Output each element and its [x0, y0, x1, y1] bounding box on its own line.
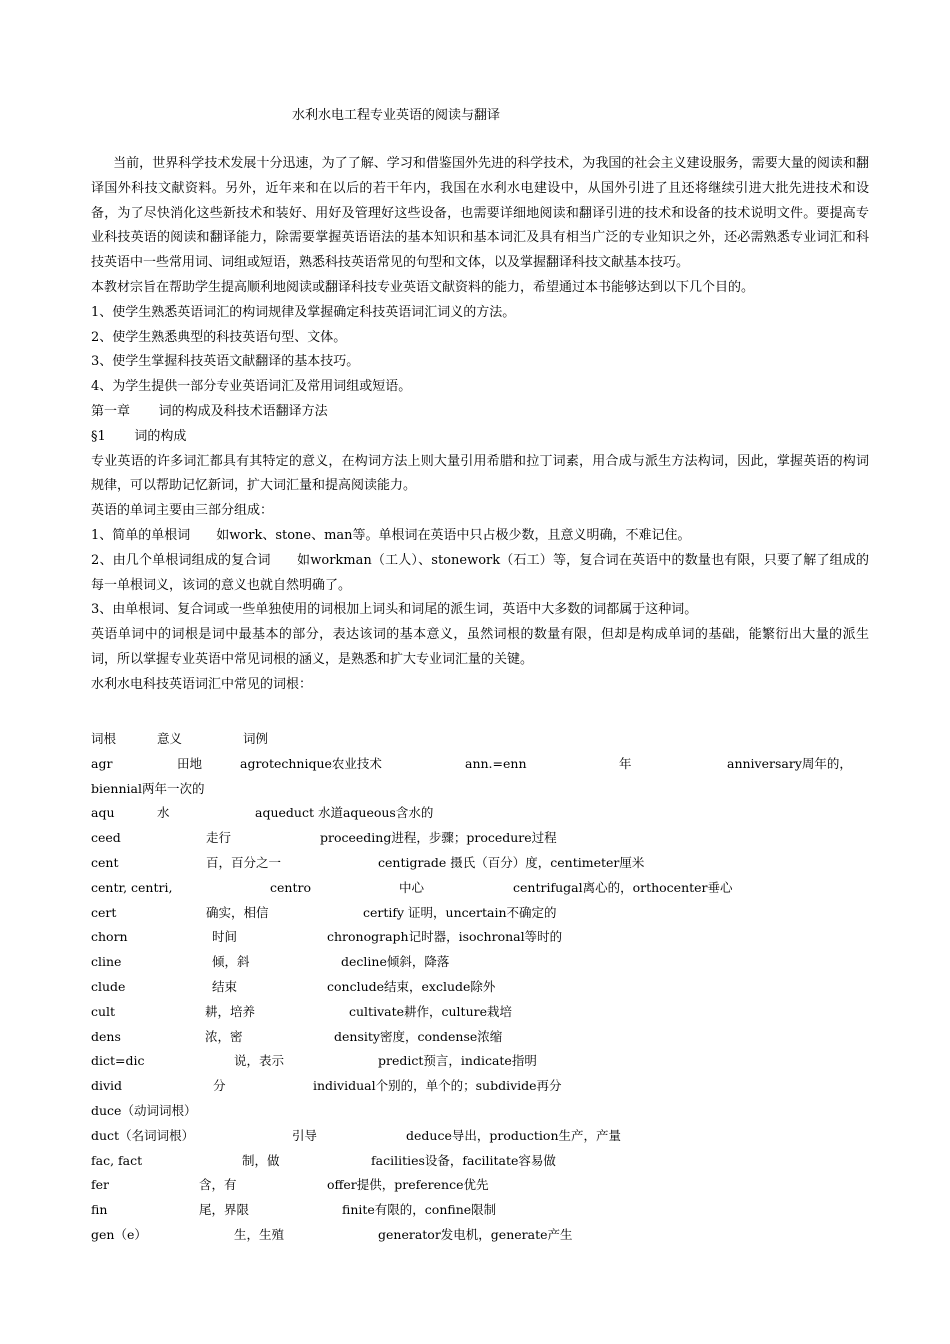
root-cell: dens — [91, 1028, 121, 1044]
example-cell: conclude结束，exclude除外 — [327, 978, 496, 994]
example-cell: generator发电机，generate产生 — [378, 1226, 573, 1242]
part-item: 1、简单的单根词 如work、stone、man等。单根词在英语中只占极少数，且意义明确，不难记住。 — [91, 527, 691, 543]
table-header — [91, 727, 869, 752]
root-cell: centr, centri, — [91, 879, 173, 895]
example-cell: decline倾斜，降落 — [341, 954, 450, 970]
root-paragraph: 英语单词中的词根是词中最基本的部分，表达该词的基本意义，虽然词根的数量有限，但却是构成单词的基础，能繁衍出大量的派生词，所以掌握专业英语中常见词根的涵义，是熟悉和扩大专业词汇量的关键。 — [91, 627, 869, 667]
chapter-title: 词的构成及科技术语翻译方法 — [158, 403, 328, 419]
example-cell: agrotechnique农业技术 — [240, 755, 382, 771]
table-row — [91, 925, 869, 950]
document-title: 水利水电工程专业英语的阅读与翻译 — [292, 108, 501, 123]
root-list-title: 水利水电科技英语词汇中常见的词根： — [91, 676, 313, 692]
example-cell: finite有限的，confine限制 — [342, 1202, 497, 1218]
root-cell: cent — [91, 854, 119, 870]
table-row — [91, 1025, 869, 1050]
chapter-label: 第一章 — [91, 403, 131, 419]
meaning-cell: 走行 — [206, 830, 232, 846]
parts-intro: 英语的单词主要由三部分组成： — [91, 503, 274, 519]
meaning-cell: centro — [270, 879, 311, 895]
meaning-cell: 百，百分之一 — [206, 854, 282, 870]
example-cell: individual个别的，单个的；subdivide再分 — [313, 1078, 562, 1094]
header-root: 词根 — [91, 731, 117, 746]
meaning-cell: 年 — [619, 755, 632, 771]
meaning-cell: 含，有 — [199, 1177, 237, 1193]
example-cell: predict预言，indicate指明 — [378, 1053, 537, 1069]
root-cell: duce（动词词根） — [91, 1102, 197, 1118]
root-table — [91, 727, 869, 1248]
example-cell: proceeding进程，步骤；procedure过程 — [320, 830, 557, 846]
root-cell: fac, fact — [91, 1152, 143, 1168]
root-cell: cert — [91, 904, 117, 920]
example-cell: certify 证明，uncertain不确定的 — [363, 904, 557, 920]
meaning-cell: 田地 — [177, 755, 203, 771]
table-row — [91, 851, 869, 876]
example-cell: chronograph记时器，isochronal等时的 — [327, 929, 563, 945]
table-row — [91, 1074, 869, 1099]
table-row — [91, 901, 869, 926]
table-row — [91, 950, 869, 975]
table-row — [91, 1000, 869, 1025]
meaning-cell: 浓，密 — [205, 1028, 243, 1044]
table-row — [91, 876, 869, 901]
goal-item: 2、使学生熟悉典型的科技英语句型、文体。 — [91, 329, 347, 345]
root-cell: cline — [91, 954, 122, 970]
example-cell: deduce导出，production生产，产量 — [406, 1127, 622, 1143]
purpose-paragraph: 本教材宗旨在帮助学生提高顺利地阅读或翻译科技专业英语文献资料的能力，希望通过本书能够达到以下几个目的。 — [91, 279, 755, 295]
meaning-cell: 时间 — [212, 929, 238, 945]
meaning-cell: 尾，界限 — [199, 1202, 250, 1218]
meaning-cell: 倾，斜 — [212, 954, 250, 970]
section-label: §1 — [91, 428, 106, 444]
root-cell: gen（e） — [91, 1226, 147, 1242]
section-heading — [91, 425, 869, 450]
table-row — [91, 1124, 869, 1149]
example-cell: aqueduct 水道aqueous含水的 — [255, 805, 434, 821]
root-cell: ceed — [91, 830, 121, 846]
intro-paragraph: 当前，世界科学技术发展十分迅速，为了了解、学习和借鉴国外先进的科学技术，为我国的社会主义建设服务，需要大量的阅读和翻译国外科技文献资料。另外，近年来和在以后的若干年内，我国在水利水电建设中，从国外引进了且还将继续引进大批先进技术和设备，为了尽快消化这些新技术和装好、用好及管理好这些设备，也需要详细地阅读和翻译引进的技术和设备的技术说明文件。要提高专业科技英语的阅读和翻译能力，除需要掌握英语语法的基本知识和基本词汇及具有相当广泛的专业知识之外，还必需熟悉专业词汇和科技英语中一些常用词、词组或短语，熟悉科技英语常见的句型和文体，以及掌握翻译科技文献基本技巧。 — [91, 156, 869, 271]
root-cell: cult — [91, 1003, 116, 1019]
root-cell: ann.=enn — [465, 755, 527, 771]
table-row — [91, 1149, 869, 1174]
example-cell: centrifugal离心的，orthocenter垂心 — [513, 879, 733, 895]
root-cell: agr — [91, 755, 113, 771]
root-cell: fer — [91, 1177, 109, 1193]
meaning-cell: 制，做 — [242, 1152, 280, 1168]
meaning-cell: 确实，相信 — [206, 904, 269, 920]
goal-item: 3、使学生掌握科技英语文献翻译的基本技巧。 — [91, 354, 360, 370]
meaning-cell: 分 — [213, 1078, 226, 1094]
meaning-cell: 生，生殖 — [234, 1226, 285, 1242]
body-text — [91, 152, 869, 698]
goal-item: 4、为学生提供一部分专业英语词汇及常用词组或短语。 — [91, 379, 412, 395]
example-cell: anniversary周年的， — [727, 755, 852, 771]
table-row — [91, 826, 869, 851]
example-cell: centigrade 摄氏（百分）度，centimeter厘米 — [378, 854, 645, 870]
table-row — [91, 1173, 869, 1198]
part-item: 2、由几个单根词组成的复合词 如workman（工人）、stonework（石工）等，复合词在英语中的数量也有限，只要了解了组成的每一单根词义，该词的意义也就自然明确了。 — [91, 552, 869, 593]
root-cell: duct（名词词根） — [91, 1127, 195, 1143]
part-item: 3、由单根词、复合词或一些单独使用的词根加上词头和词尾的派生词，英语中大多数的词都属于这种词。 — [91, 602, 698, 618]
table-row — [91, 975, 869, 1000]
example-cell: density密度，condense浓缩 — [334, 1028, 503, 1044]
root-cell: fin — [91, 1202, 108, 1218]
root-cell: chorn — [91, 929, 128, 945]
section-title: 词的构成 — [134, 428, 187, 444]
example-continuation: biennial两年一次的 — [91, 780, 205, 796]
table-row — [91, 1099, 869, 1124]
meaning-cell: 引导 — [292, 1127, 318, 1143]
section-paragraph: 专业英语的许多词汇都具有其特定的意义，在构词方法上则大量引用希腊和拉丁词素，用合成与派生方法构词，因此，掌握英语的构词规律，可以帮助记忆新词，扩大词汇量和提高阅读能力。 — [91, 453, 869, 494]
table-row — [91, 1049, 869, 1074]
chapter-heading — [91, 400, 869, 425]
meaning-cell: 耕，培养 — [205, 1003, 256, 1019]
header-example: 词例 — [243, 731, 269, 746]
meaning-cell: 水 — [157, 805, 170, 821]
example-cell: facilities设备，facilitate容易做 — [371, 1152, 556, 1168]
table-row — [91, 801, 869, 826]
header-meaning: 意义 — [157, 731, 183, 746]
example-cell: 中心 — [399, 879, 425, 895]
meaning-cell: 结束 — [212, 978, 238, 994]
meaning-cell: 说，表示 — [234, 1053, 285, 1069]
root-cell: dict=dic — [91, 1053, 145, 1069]
root-cell: clude — [91, 978, 126, 994]
root-cell: divid — [91, 1078, 123, 1094]
table-row — [91, 1223, 869, 1248]
root-cell: aqu — [91, 805, 115, 821]
table-row — [91, 752, 869, 802]
example-cell: cultivate耕作，culture栽培 — [349, 1003, 513, 1019]
table-row — [91, 1198, 869, 1223]
example-cell: offer提供，preference优先 — [327, 1177, 489, 1193]
goal-item: 1、使学生熟悉英语词汇的构词规律及掌握确定科技英语词汇词义的方法。 — [91, 304, 516, 320]
